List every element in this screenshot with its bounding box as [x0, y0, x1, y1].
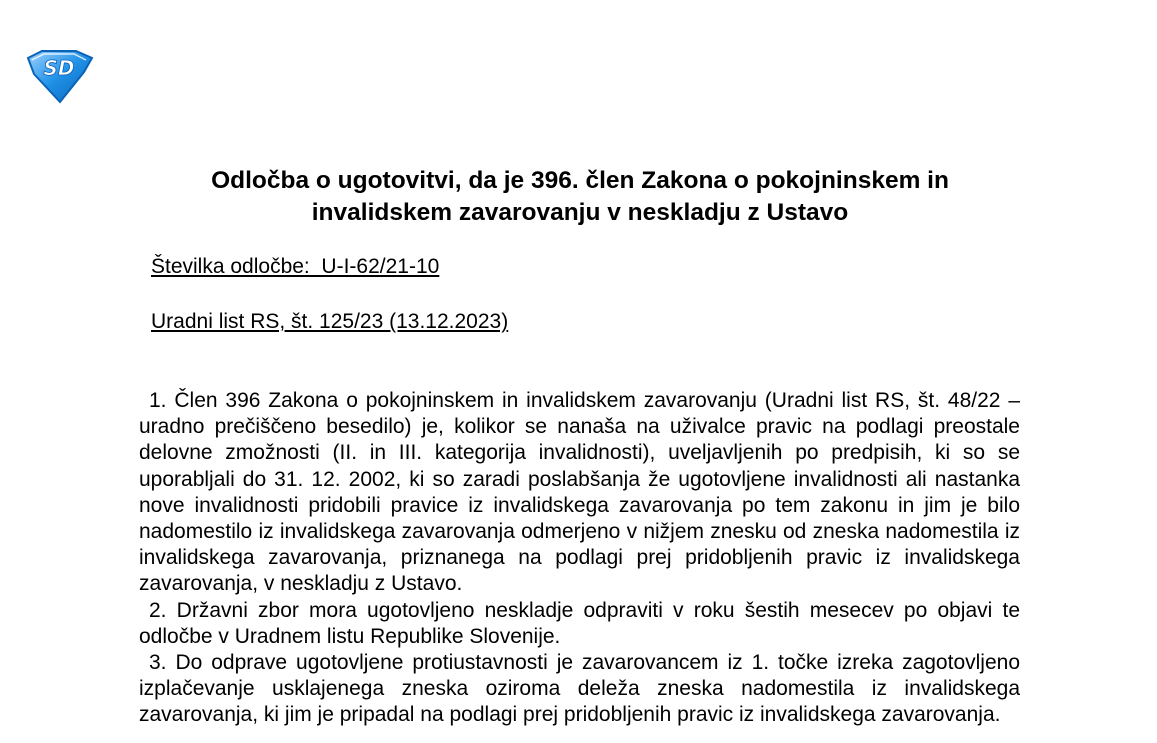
decision-number: Številka odločbe: U-I-62/21-10 [151, 255, 440, 278]
paragraph-2: 2. Državni zbor mora ugotovljeno neskladje odpraviti v roku šestih mesecev po objavi te odločbe v Uradnem listu Republike Slovenije. [139, 598, 1020, 648]
sd-shield-logo-icon [22, 48, 96, 104]
document-title: Odločba o ugotovitvi, da je 396. člen Zakona o pokojninskem in invalidskem zavarovanju v neskladju z Ustavo [211, 167, 949, 226]
official-gazette-reference: Uradni list RS, št. 125/23 (13.12.2023) [151, 310, 509, 333]
decision-body [139, 388, 1020, 729]
paragraph-3: 3. Do odprave ugotovljene protiustavnosti je zavarovancem iz 1. točke izreka zagotovljeno izplačevanje usklajenega zneska oziroma deleža zneska nadomestila iz invalidskega zavarovanja, ki jim je pripadal na podlagi prej pridobljenih pravic iz invalidskega zavarovanja. [139, 651, 1020, 727]
logo-text: SD [43, 56, 75, 80]
paragraph-1: 1. Člen 396 Zakona o pokojninskem in invalidskem zavarovanju (Uradni list RS, št. 48/22 – uradno prečiščeno besedilo) je, kolikor se nanaša na uživalce pravic na podlagi preostale delovne zmožnosti (II. in III. kategorija invalidnosti), uveljavljenih po predpisih, ki so se uporabljali do 31. 12. 2002, ki so zaradi poslabšanja že ugotovljene invalidnosti ali nastanka nove invalidnosti pridobili pravice iz invalidskega zavarovanja po tem zakonu in jim je bilo nadomestilo iz invalidskega zavarovanja odmerjeno v nižjem znesku od zneska nadomestila iz invalidskega zavarovanja, priznanega na podlagi prej pridobljenih pravic iz invalidskega zavarovanja, v neskladju z Ustavo. [139, 389, 1020, 596]
